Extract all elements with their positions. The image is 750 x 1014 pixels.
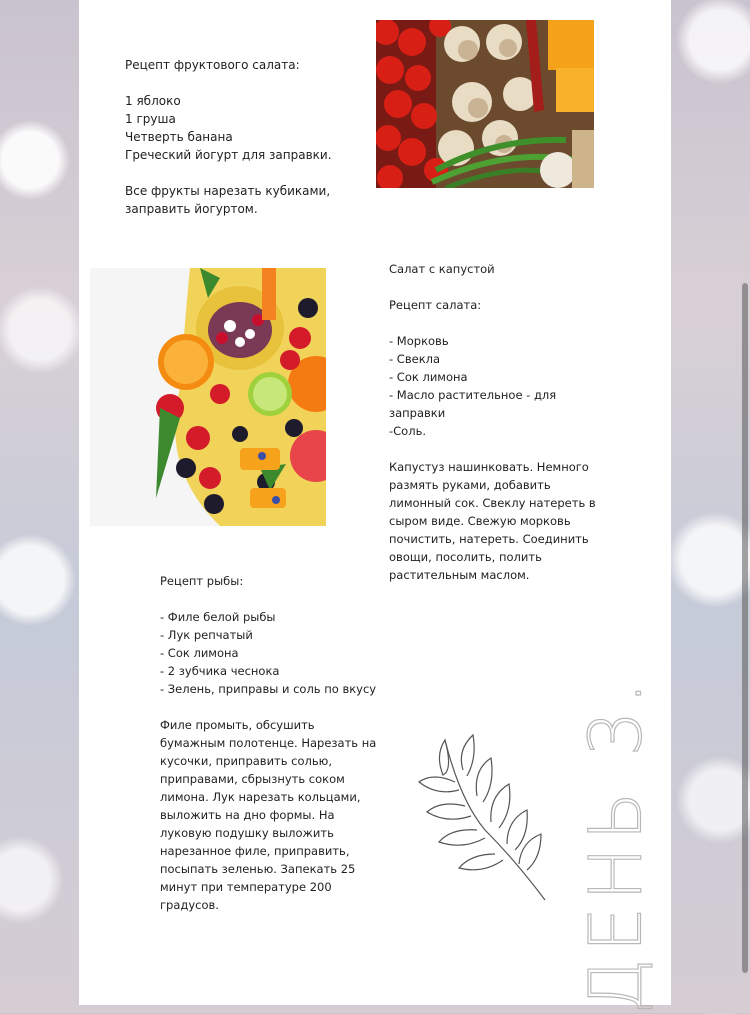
fruit-platter-photo (90, 268, 326, 526)
fruit-salad-recipe: Рецепт фруктового салата: 1 яблоко 1 груша Четверть банана Греческий йогурт для заправки. Все фрукты нарезать кубиками, заправить йогуртом. (125, 58, 332, 216)
vegetables-photo (376, 20, 594, 188)
cabbage-salad-recipe: Салат с капустой Рецепт салата: - Морковь - Свекла - Сок лимона - Масло растительное - для заправки -Соль. Капустуз нашинковать. Немного размять руками, добавить лимонный сок. Свеклу натереть в сыром виде. Свежую морковь почистить, натереть. Соединить овощи, посолить, полить растительным маслом. (389, 262, 596, 582)
scrollbar[interactable] (742, 283, 748, 973)
day-number-heading (573, 675, 658, 1014)
day-label: ДЕНЬ 3. (573, 675, 658, 1014)
fish-recipe: Рецепт рыбы: - Филе белой рыбы - Лук репчатый - Сок лимона - 2 зубчика чеснока - Зелень, приправы и соль по вкусу Филе промыть, обсушить бумажным полотенце. Нарезать на кусочки, приправить солью, приправами, сбрызнуть соком лимона. Лук нарезать кольцами, выложить на дно формы. На луковую подушку выложить нарезанное филе, приправить, посыпать зеленью. Запекать 25 минут при температуре 200 градусов. (160, 574, 377, 912)
document-page (79, 0, 671, 1014)
leaf-branch-icon (415, 730, 555, 905)
